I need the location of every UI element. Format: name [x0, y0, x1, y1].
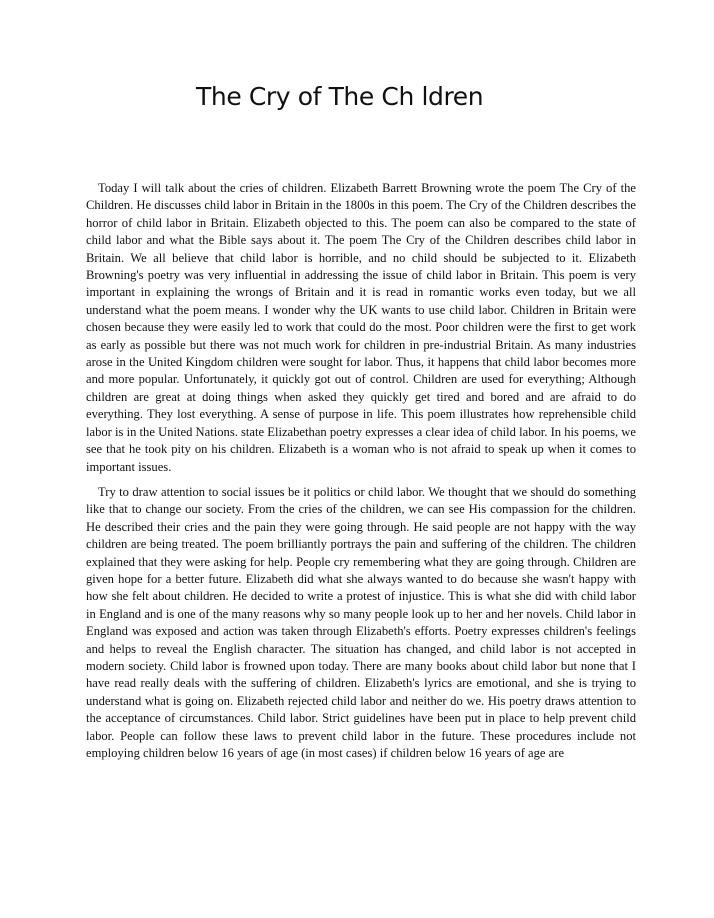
- paragraph: Try to draw attention to social issues be it politics or child labor. We thought that we should do something like that to change our society. From the cries of the children, we can see His compassion for the children. He described their cries and the pain they were going through. He said people are not happy with the way children are being treated. The poem brilliantly portrays the pain and suffering of the children. The children explained that they were asking for help. People cry remembering what they are going through. Children are given hope for a better future. Elizabeth did what she always wanted to do because she wasn't happy with how she felt about children. He decided to write a protest of injustice. This is what she did with child labor in England and is one of the many reasons why so many people look up to her and her novels. Child labor in England was exposed and action was taken through Elizabeth's efforts. Poetry expresses children's feelings and helps to reveal the English character. The situation has changed, and child labor is not accepted in modern society. Child labor is frowned upon today. There are many books about child labor but none that I have read really deals with the suffering of children. Elizabeth's lyrics are emotional, and she is trying to understand what is going on. Elizabeth rejected child labor and neither do we. His poetry draws attention to the acceptance of circumstances. Child labor. Strict guidelines have been put in place to help prevent child labor. People can follow these laws to prevent child labor in the future. These procedures include not employing children below 16 years of age (in most cases) if children below 16 years of age are: [86, 484, 636, 760]
- document-body: [86, 180, 636, 770]
- paragraph: Today I will talk about the cries of children. Elizabeth Barrett Browning wrote the poem The Cry of the Children. He discusses child labor in Britain in the 1800s in this poem. The Cry of the Children describes the horror of child labor in Britain. Elizabeth objected to this. The poem can also be compared to the state of child labor and what the Bible says about it. The poem The Cry of the Children describes child labor in Britain. We all believe that child labor is horrible, and no child should be subjected to it. Elizabeth Browning's poetry was very influential in addressing the issue of child labor in Britain. This poem is very important in explaining the wrongs of Britain and it is read in romantic works even today, but we all understand what the poem means. I wonder why the UK wants to use child labor. Children in Britain were chosen because they were easily led to work that could do the most. Poor children were the first to get work as early as possible but there was not much work for children in pre-industrial Britain. As many industries arose in the United Kingdom children were sought for labor. Thus, it happens that child labor becomes more and more popular. Unfortunately, it quickly got out of control. Children are used for everything; Although children are great at doing things when asked they quickly get tired and bored and are afraid to do everything. They lost everything. A sense of purpose in life. This poem illustrates how reprehensible child labor is in the United Nations. state Elizabethan poetry expresses a clear idea of child labor. In his poems, we see that he took pity on his children. Elizabeth is a woman who is not afraid to speak up when it comes to important issues.: [86, 181, 636, 474]
- page-title: The Cry of The Ch ldren: [196, 82, 484, 111]
